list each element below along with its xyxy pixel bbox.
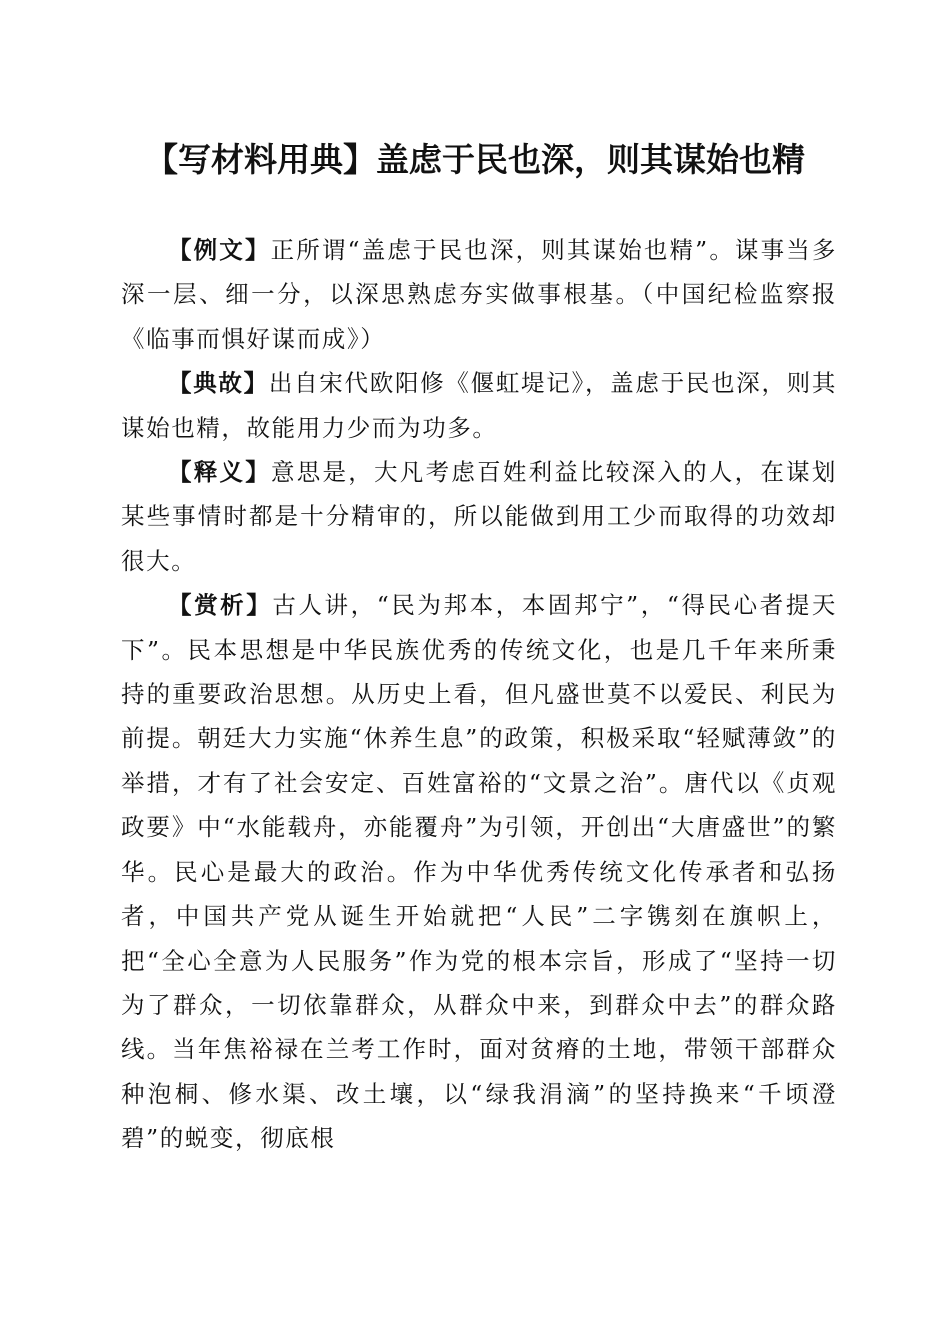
paragraph-text: 古人讲，“民为邦本，本固邦宁”，“得民心者提天下”。民本思想是中华民族优秀的传统文化，也是几千年来所秉持的重要政治思想。从历史上看，但凡盛世莫不以爱民、利民为前提。朝廷大力实施“休养生息”的政策，积极采取“轻赋薄敛”的举措，才有了社会安定、百姓富裕的“文景之治”。唐代以《贞观政要》中“水能载舟，亦能覆舟”为引领，开创出“大唐盛世”的繁华。民心是最大的政治。作为中华优秀传统文化传承者和弘扬者，中国共产党从诞生开始就把“人民”二字镌刻在旗帜上，把“全心全意为人民服务”作为党的根本宗旨，形成了“坚持一切为了群众，一切依靠群众，从群众中来，到群众中去”的群众路线。当年焦裕禄在兰考工作时，面对贫瘠的土地，带领干部群众种泡桐、修水渠、改土壤，以“绿我涓滴”的坚持换来“千顷澄碧”的蜕变，彻底根 bbox=[121, 591, 838, 1153]
paragraph-text: 出自宋代欧阳修《偃虹堤记》，盖虑于民也深，则其谋始也精，故能用力少而为功多。 bbox=[121, 369, 837, 442]
document-title: 【写材料用典】盖虑于民也深，则其谋始也精 bbox=[145, 140, 805, 179]
paragraph-appreciation bbox=[121, 583, 837, 1160]
paragraph-example bbox=[121, 228, 837, 361]
paragraph-tag: 【典故】 bbox=[168, 369, 269, 398]
paragraph-tag: 【例文】 bbox=[168, 236, 271, 264]
paragraph-text: 意思是，大凡考虑百姓利益比较深入的人，在谋划某些事情时都是十分精审的，所以能做到用工少而取得的功效却很大。 bbox=[121, 458, 837, 575]
paragraph-meaning bbox=[121, 450, 837, 583]
document-body bbox=[121, 228, 837, 1161]
paragraph-tag: 【赏析】 bbox=[168, 591, 273, 620]
paragraph-allusion bbox=[121, 361, 837, 450]
paragraph-tag: 【释义】 bbox=[168, 458, 272, 487]
paragraph-text: 正所谓“盖虑于民也深，则其谋始也精”。谋事当多深一层、细一分，以深思熟虑夯实做事根基。（中国纪检监察报《临事而惧好谋而成》） bbox=[121, 236, 838, 353]
